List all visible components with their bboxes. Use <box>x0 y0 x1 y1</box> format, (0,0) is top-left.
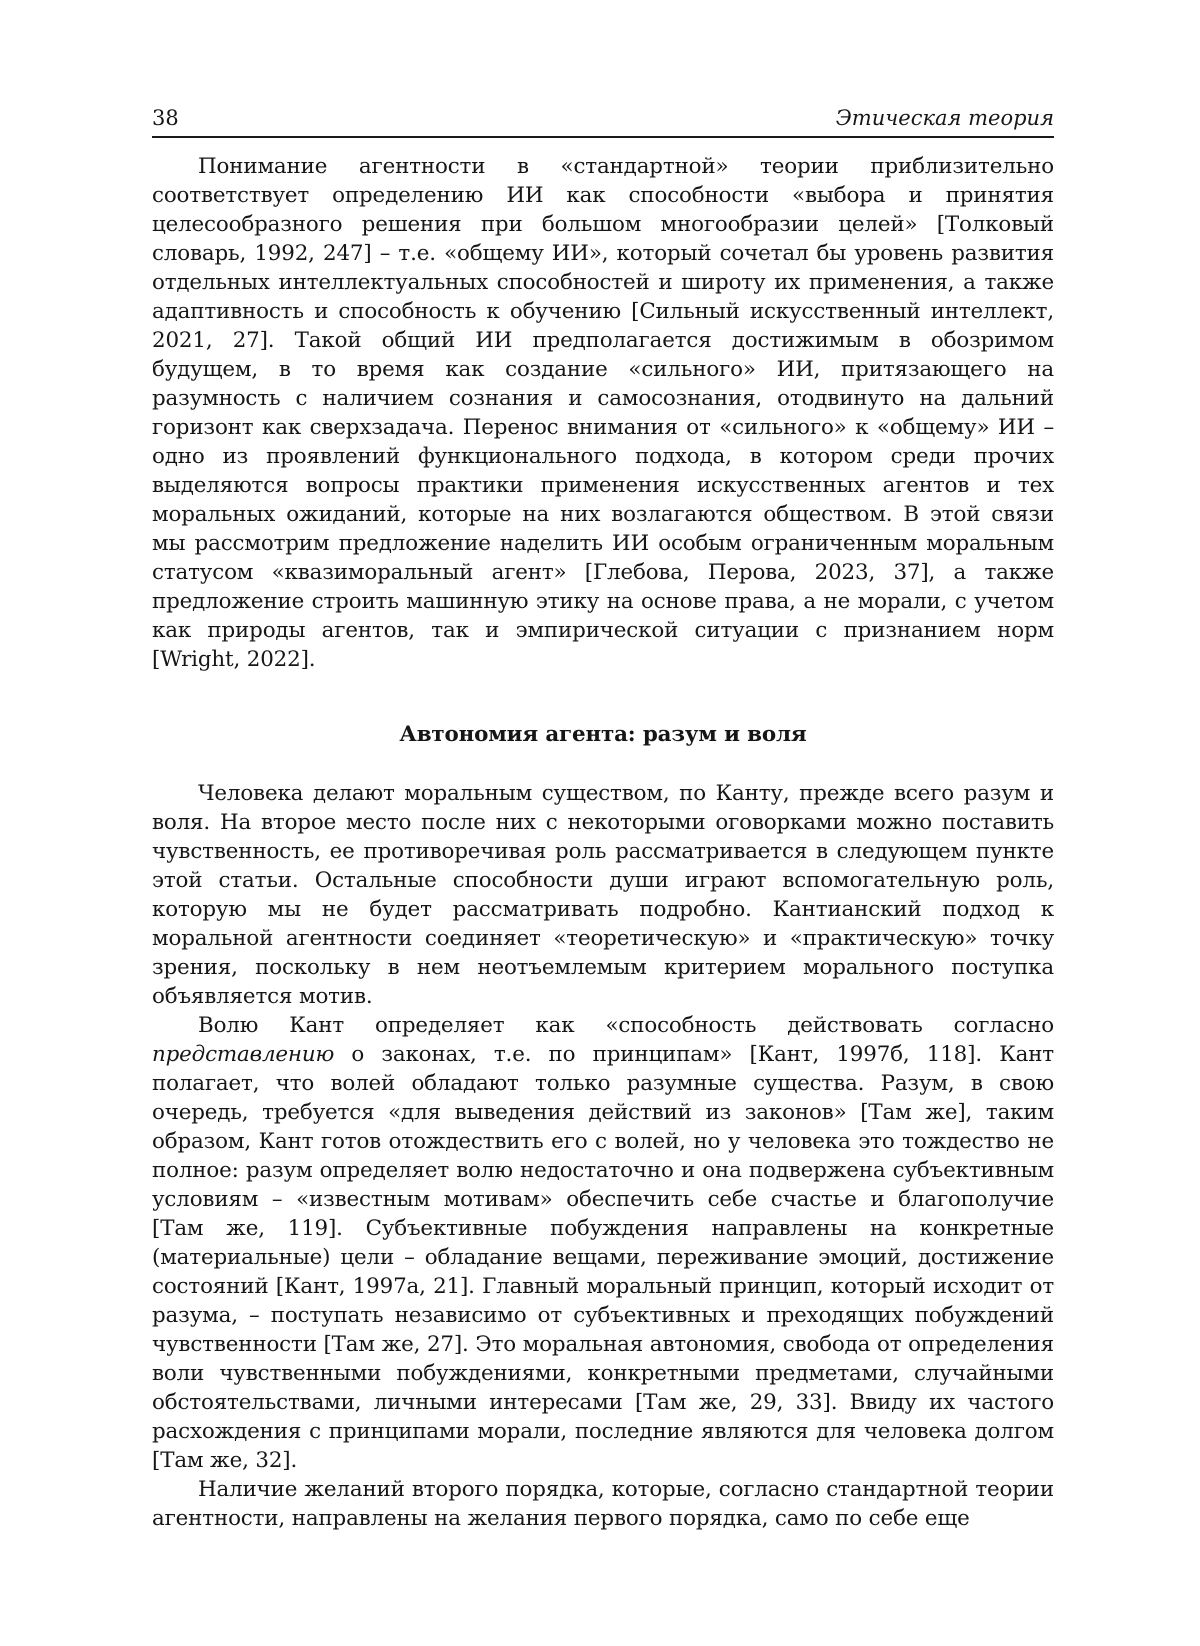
section-heading: Автономия агента: разум и воля <box>399 722 807 747</box>
body-paragraph: Наличие желаний второго порядка, которые, согласно стандартной теории агентности, направлены на желания первого порядка, само по себе еще <box>152 1477 1054 1531</box>
page-number: 38 <box>152 106 179 130</box>
article-body <box>152 152 1054 1533</box>
body-paragraph: Понимание агентности в «стандартной» теории приблизительно соответствует определению ИИ как способности «выбора и принятия целесообразного решения при большом многообразии целей» [Толковый словарь, 1992, 247] – т.е. «общему ИИ», который сочетал бы уровень развития отдельных интеллектуальных способностей и широту их применения, а также адаптивность и способность к обучению [Сильный искусственный интеллект, 2021, 27]. Такой общий ИИ предполагается достижимым в обозримом будущем, в то время как создание «сильного» ИИ, притязающего на разумность с наличием сознания и самосознания, отодвинуто на дальний горизонт как сверхзадача. Перенос внимания от «сильного» к «общему» ИИ – одно из проявлений функционального подхода, в котором среди прочих выделяются вопросы практики применения искусственных агентов и тех моральных ожиданий, которые на них возлагаются обществом. В этой связи мы рассмотрим предложение наделить ИИ особым ограниченным моральным статусом «квазиморальный агент» [Глебова, Перова, 2023, 37], а также предложение строить машинную этику на основе права, а не морали, с учетом как природы агентов, так и эмпирической ситуации с признанием норм [Wright, 2022]. <box>152 154 1054 672</box>
emphasized-term: представлению <box>152 1042 335 1067</box>
running-header <box>152 104 1054 138</box>
body-paragraph: Человека делают моральным существом, по Канту, прежде всего разум и воля. На второе место после них с некоторыми оговорками можно поставить чувственность, ее противоречивая роль рассматривается в следующем пункте этой статьи. Остальные способности души играют вспомогательную роль, которую мы не будет рассматривать подробно. Кантианский подход к моральной агентности соединяет «теоретическую» и «практическую» точку зрения, поскольку в нем неотъемлемым критерием морального поступка объявляется мотив. <box>152 781 1054 1009</box>
paragraph-lead-text: Волю Кант определяет как «способность действовать согласно <box>198 1013 1054 1038</box>
body-paragraph <box>152 1011 1054 1475</box>
running-section-title: Этическая теория <box>835 106 1054 130</box>
paragraph-rest-text: о законах, т.е. по принципам» [Кант, 1997б, 118]. Кант полагает, что волей обладают только разумные существа. Разум, в свою очередь, требуется «для выведения действий из законов» [Там же], таким образом, Кант готов отождествить его с волей, но у человека это тождество не полное: разум определяет волю недостаточно и она подвержена субъективным условиям – «известным мотивам» обеспечить себе счастье и благополучие [Там же, 119]. Субъективные побуждения направлены на конкретные (материальные) цели – обладание вещами, переживание эмоций, достижение состояний [Кант, 1997а, 21]. Главный моральный принцип, который исходит от разума, – поступать независимо от субъективных и преходящих побуждений чувственности [Там же, 27]. Это моральная автономия, свобода от определения воли чувственными побуждениями, конкретными предметами, случайными обстоятельствами, личными интересами [Там же, 29, 33]. Ввиду их частого расхождения с принципами морали, последние являются для человека долгом [Там же, 32]. <box>152 1042 1054 1473</box>
